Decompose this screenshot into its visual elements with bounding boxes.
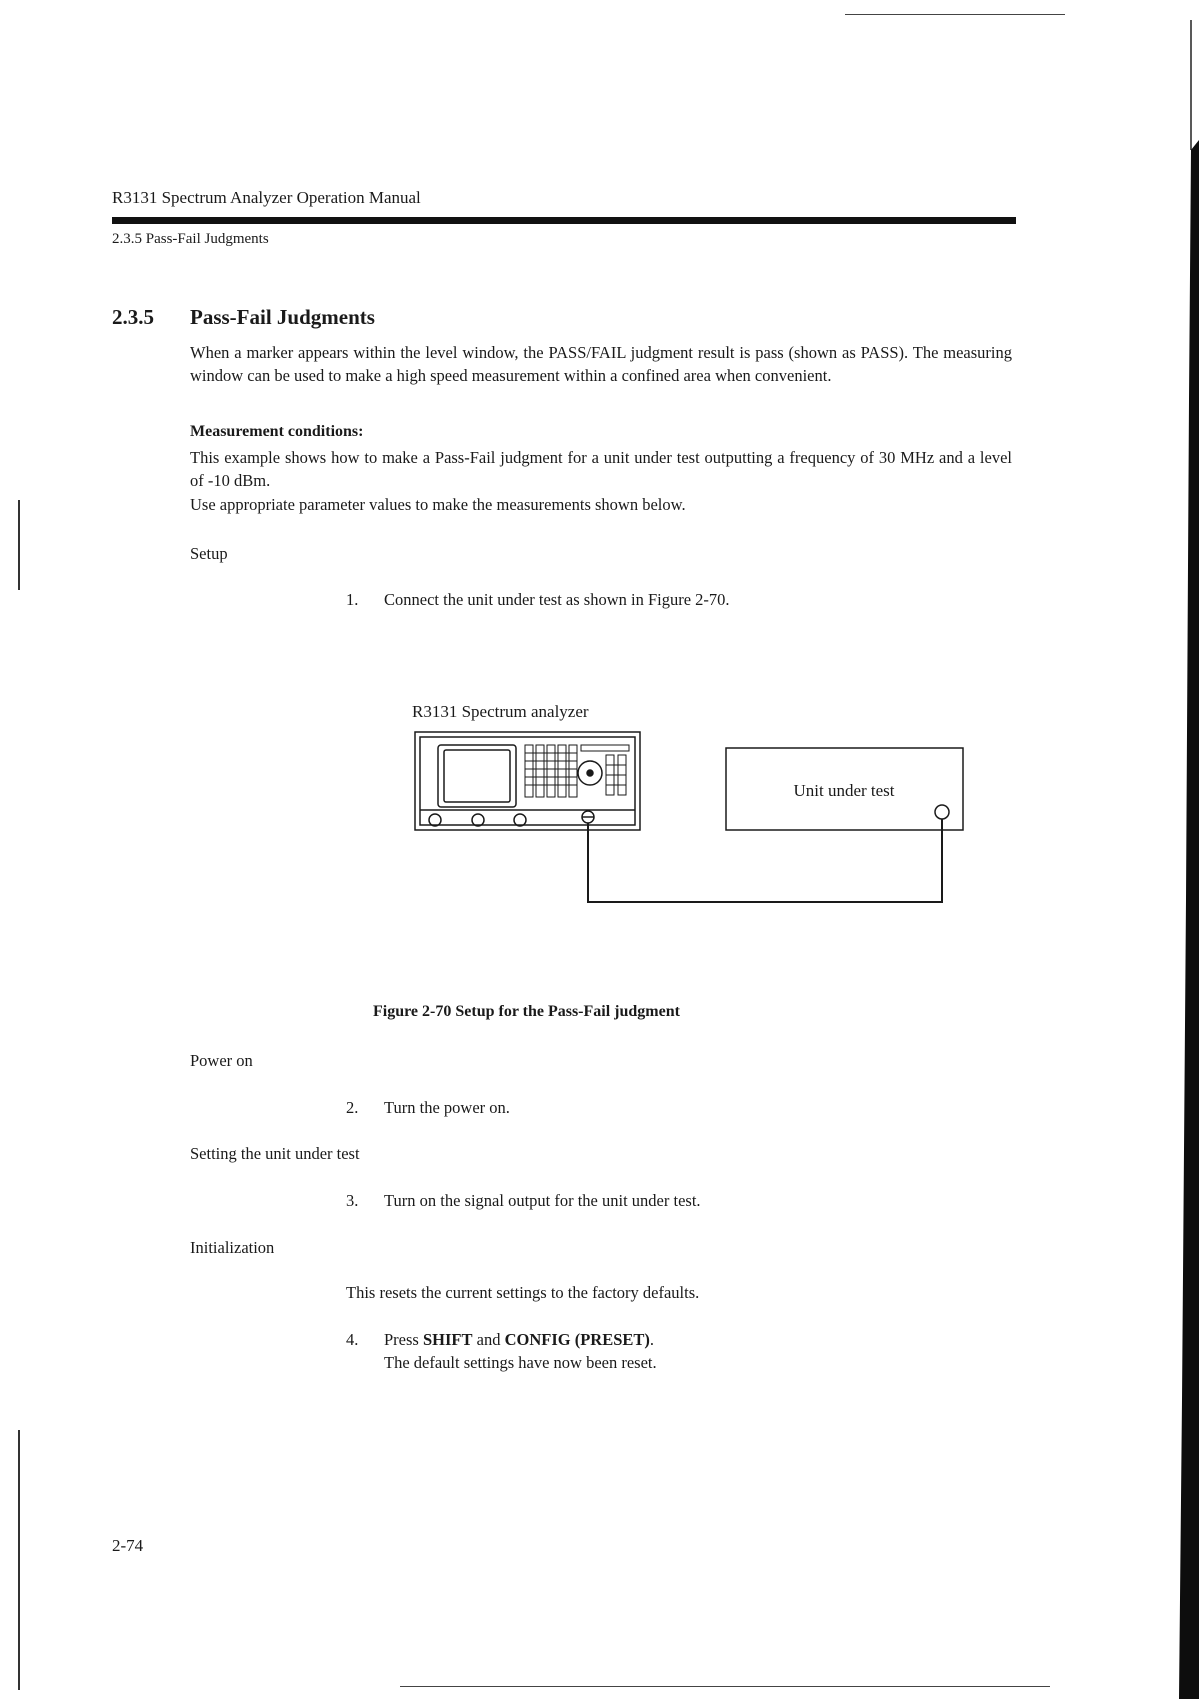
section-title: Pass-Fail Judgments (190, 305, 375, 329)
figure-caption: Figure 2-70 Setup for the Pass-Fail judgment (373, 1003, 680, 1020)
step-4-suffix: . (649, 1330, 655, 1349)
measurement-conditions-heading: Measurement conditions: (190, 423, 364, 440)
step-4-text (384, 1330, 654, 1350)
measurement-conditions-text: This example shows how to make a Pass-Fail judgment for a unit under test outputting a frequency of 30 MHz and a level of -10 dBm. (190, 448, 1012, 490)
step-2-number: 2. (346, 1098, 359, 1117)
spectrum-analyzer-illustration (415, 732, 640, 830)
label-setup: Setup (190, 544, 228, 563)
running-header-section: 2.3.5 Pass-Fail Judgments (112, 231, 269, 247)
step-4-prefix: Press (384, 1330, 423, 1349)
key-shift: SHIFT (422, 1330, 473, 1349)
scan-top-line (845, 14, 1065, 15)
step-3-number: 3. (346, 1191, 359, 1210)
setup-diagram (400, 695, 1000, 920)
init-note: This resets the current settings to the factory defaults. (346, 1283, 700, 1302)
uut-output-connector (935, 805, 949, 819)
page-number: 2-74 (112, 1536, 144, 1555)
header-rule (112, 217, 1016, 224)
connection-cable (588, 819, 942, 902)
step-4-result: The default settings have now been reset. (384, 1353, 657, 1372)
step-4-mid: and (472, 1330, 505, 1349)
step-1-number: 1. (346, 590, 359, 609)
step-1-text: Connect the unit under test as shown in Figure 2-70. (384, 590, 730, 609)
section-number: 2.3.5 (112, 305, 154, 329)
step-2-text: Turn the power on. (384, 1098, 510, 1117)
scan-margin-mark-lower (18, 1430, 20, 1690)
analyzer-label: R3131 Spectrum analyzer (412, 702, 589, 721)
step-4-number: 4. (346, 1330, 359, 1349)
measurement-conditions-note: Use appropriate parameter values to make the measurements shown below. (190, 495, 686, 514)
step-3-text: Turn on the signal output for the unit under test. (384, 1191, 701, 1210)
label-initialization: Initialization (190, 1238, 275, 1257)
key-config-preset: CONFIG (PRESET) (504, 1330, 650, 1349)
scan-margin-mark (18, 500, 20, 590)
scan-bottom-line (400, 1686, 1050, 1687)
intro-paragraph: When a marker appears within the level window, the PASS/FAIL judgment result is pass (shown as PASS). The measuring window can be used to make a high speed measurement within a confined area when convenient. (190, 343, 1012, 385)
scan-page-edge (1169, 0, 1199, 1699)
unit-under-test-label: Unit under test (793, 781, 895, 800)
running-header-title: R3131 Spectrum Analyzer Operation Manual (112, 188, 421, 207)
label-power-on: Power on (190, 1051, 253, 1070)
label-setting-unit: Setting the unit under test (190, 1144, 360, 1163)
